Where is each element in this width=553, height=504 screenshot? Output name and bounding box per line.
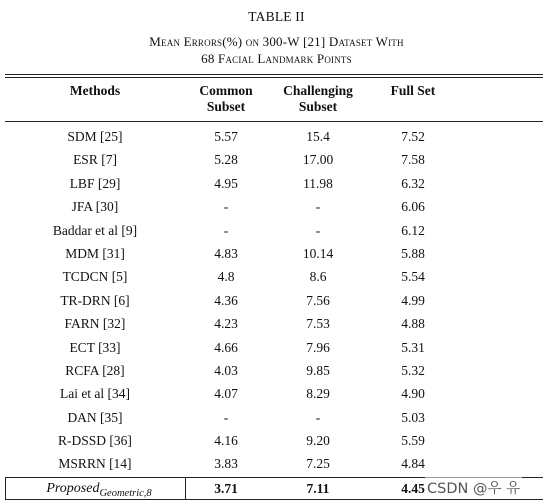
full-cell: 6.06: [401, 199, 425, 215]
table-row: [0, 175, 553, 198]
method-cell: DAN [35]: [67, 409, 123, 425]
method-cell: SDM [25]: [67, 129, 123, 144]
common-cell: -: [223, 199, 229, 215]
full-cell: 6.32: [401, 175, 425, 191]
top-rule-1: [5, 74, 543, 75]
challenging-cell: 7.96: [306, 339, 330, 355]
method-cell: MSRRN [14]: [58, 456, 132, 472]
full-cell: 5.54: [401, 269, 425, 285]
method-cell: RCFA [28]: [65, 362, 125, 378]
full-cell: 6.12: [401, 222, 425, 238]
common-cell: 4.83: [214, 245, 238, 261]
challenging-cell: 8.6: [309, 269, 327, 285]
header-challenging-subset: [268, 83, 368, 115]
method-cell: TR-DRN [6]: [60, 292, 130, 308]
challenging-cell: 7.25: [306, 456, 330, 472]
header-full-text: Full Set: [390, 83, 436, 98]
proposed-name: Proposed: [46, 481, 100, 496]
method-cell: TCDCN [5]: [62, 269, 128, 285]
common-cell: 4.8: [217, 269, 235, 285]
challenging-cell: 9.85: [306, 362, 330, 378]
table-row: [0, 292, 553, 315]
full-cell: 4.99: [401, 292, 425, 308]
full-cell: 4.88: [401, 316, 425, 332]
method-cell: MDM [31]: [65, 245, 125, 261]
common-cell: 4.66: [214, 339, 238, 355]
common-cell: 4.03: [214, 362, 238, 378]
table-body: [0, 128, 553, 479]
table-row: [0, 339, 553, 362]
table-row: [0, 315, 553, 338]
table-caption-line-1: Mean Errors(%) on 300-W [21] Dataset With: [149, 34, 404, 49]
method-cell: Baddar et al [9]: [52, 222, 138, 238]
method-cell: FARN [32]: [64, 316, 126, 332]
full-cell: 4.84: [401, 456, 425, 472]
challenging-cell: 11.98: [303, 175, 333, 191]
method-cell: ECT [33]: [69, 339, 121, 355]
full-cell: 7.52: [401, 129, 425, 144]
proposed-left-border: [5, 477, 6, 500]
full-cell: 5.31: [401, 339, 425, 355]
header-methods: [45, 83, 145, 99]
full-cell: 7.58: [401, 152, 425, 168]
table-row: [0, 222, 553, 245]
challenging-cell: -: [315, 409, 321, 425]
full-cell: 5.32: [401, 362, 425, 378]
common-cell: 4.07: [214, 386, 238, 402]
table-row: [0, 245, 553, 268]
common-cell: 5.57: [214, 129, 238, 144]
challenging-cell: 15.4: [306, 129, 330, 144]
common-cell: 5.28: [214, 152, 238, 168]
table-row: [0, 409, 553, 432]
header-rule: [5, 121, 543, 122]
header-common-subset: [176, 83, 276, 115]
method-cell: R-DSSD [36]: [58, 433, 132, 449]
header-challenging-line-2: Subset: [298, 99, 338, 114]
challenging-cell: -: [315, 199, 321, 215]
header-common-line-1: Common: [199, 83, 253, 98]
table-row: [0, 455, 553, 478]
table-row: [0, 198, 553, 221]
table-row: [0, 128, 553, 151]
table-row: [0, 151, 553, 174]
challenging-cell: 8.29: [306, 386, 330, 402]
proposed-common-cell: 3.71: [214, 481, 238, 496]
table-label: TABLE II: [248, 9, 305, 24]
proposed-challenging-cell: 7.11: [306, 481, 330, 496]
proposed-full-cell: 4.45: [401, 481, 425, 496]
table-row: [0, 385, 553, 408]
table-row: [0, 362, 553, 385]
full-cell: 4.90: [401, 386, 425, 402]
common-cell: 4.23: [214, 316, 238, 332]
header-challenging-line-1: Challenging: [283, 83, 353, 98]
common-cell: 4.95: [214, 175, 238, 191]
csdn-watermark: CSDN @우 유: [425, 477, 522, 498]
method-cell: ESR [7]: [73, 152, 117, 168]
table-caption-line-2: 68 Facial Landmark Points: [201, 51, 352, 66]
common-cell: -: [223, 409, 229, 425]
header-common-line-2: Subset: [206, 99, 246, 114]
full-cell: 5.59: [401, 433, 425, 449]
proposed-subscript: Geometric,8: [99, 487, 152, 499]
method-cell: JFA [30]: [71, 199, 119, 215]
table-row: [0, 268, 553, 291]
common-cell: 3.83: [214, 456, 238, 472]
method-cell: Lai et al [34]: [59, 386, 131, 402]
top-rule-2: [5, 77, 543, 78]
full-cell: 5.88: [401, 245, 425, 261]
challenging-cell: 10.14: [302, 245, 334, 261]
header-methods-text: Methods: [69, 83, 121, 98]
bottom-rule: [5, 499, 543, 500]
challenging-cell: 7.56: [306, 292, 330, 308]
table-row: [0, 432, 553, 455]
challenging-cell: 7.53: [306, 316, 330, 332]
common-cell: 4.36: [214, 292, 238, 308]
challenging-cell: 17.00: [302, 152, 334, 168]
full-cell: 5.03: [401, 409, 425, 425]
common-cell: 4.16: [214, 433, 238, 449]
method-cell: LBF [29]: [69, 175, 121, 191]
challenging-cell: 9.20: [306, 433, 330, 449]
common-cell: -: [223, 222, 229, 238]
header-full-set: [363, 83, 463, 99]
challenging-cell: -: [315, 222, 321, 238]
